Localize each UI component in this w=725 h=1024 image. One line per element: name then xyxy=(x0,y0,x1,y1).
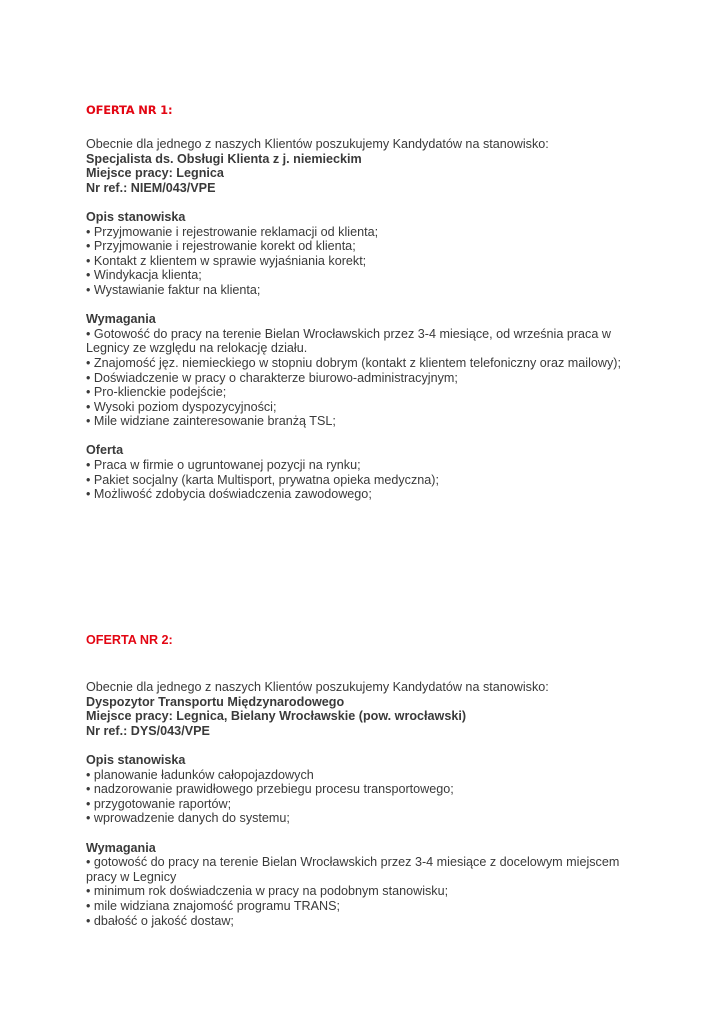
offer-1-position: Specjalista ds. Obsługi Klienta z j. niemieckim xyxy=(86,151,362,166)
offer-1-body xyxy=(86,137,646,502)
list-item: • Przyjmowanie i rejestrowanie reklamacji od klienta; xyxy=(86,224,379,239)
list-item: • nadzorowanie prawidłowego przebiegu procesu transportowego; xyxy=(86,782,454,797)
offer-1-ref: Nr ref.: NIEM/043/VPE xyxy=(86,180,216,195)
offer-1-intro: Obecnie dla jednego z naszych Klientów poszukujemy Kandydatów na stanowisko: xyxy=(86,137,549,151)
list-item: • Mile widziane zainteresowanie branżą TSL; xyxy=(86,414,336,429)
list-item: • mile widziana znajomość programu TRANS; xyxy=(86,898,341,913)
offer-2-duties-heading: Opis stanowiska xyxy=(86,752,186,767)
list-item: • przygotowanie raportów; xyxy=(86,796,232,811)
list-item: • Kontakt z klientem w sprawie wyjaśniania korekt; xyxy=(86,253,367,268)
offer-1-offer-heading: Oferta xyxy=(86,443,124,458)
list-item: • Wystawianie faktur na klienta; xyxy=(86,282,261,297)
offer-1-title: OFERTA NR 1: xyxy=(86,103,173,117)
offer-2-title: OFERTA NR 2: xyxy=(86,633,173,647)
offer-2-intro: Obecnie dla jednego z naszych Klientów poszukujemy Kandydatów na stanowisko: xyxy=(86,680,549,694)
offer-2-position: Dyspozytor Transportu Międzynarodowego xyxy=(86,694,345,709)
offer-2-body xyxy=(86,680,646,928)
list-item: • Pro-klienckie podejście; xyxy=(86,385,227,400)
list-item: • Windykacja klienta; xyxy=(86,268,202,283)
list-item: • wprowadzenie danych do systemu; xyxy=(86,811,290,826)
list-item: • dbałość o jakość dostaw; xyxy=(86,913,234,928)
list-item: • planowanie ładunków całopojazdowych xyxy=(86,767,314,782)
offer-2-requirements-heading: Wymagania xyxy=(86,840,156,855)
list-item: • Znajomość jęz. niemieckiego w stopniu dobrym (kontakt z klientem telefoniczny oraz mailowy); xyxy=(86,355,621,370)
list-item: • gotowość do pracy na terenie Bielan Wrocławskich przez 3-4 miesiące z docelowym miejscem pracy w Legnicy xyxy=(86,855,620,884)
list-item: • minimum rok doświadczenia w pracy na podobnym stanowisku; xyxy=(86,884,449,899)
offer-1-duties-heading: Opis stanowiska xyxy=(86,209,186,224)
offer-2-ref: Nr ref.: DYS/043/VPE xyxy=(86,723,210,738)
list-item: • Doświadczenie w pracy o charakterze biurowo-administracyjnym; xyxy=(86,370,458,385)
offer-2-location: Miejsce pracy: Legnica, Bielany Wrocławskie (pow. wrocławski) xyxy=(86,709,467,724)
offer-1-requirements-heading: Wymagania xyxy=(86,312,156,327)
offer-1-location: Miejsce pracy: Legnica xyxy=(86,166,224,181)
list-item: • Przyjmowanie i rejestrowanie korekt od klienta; xyxy=(86,239,356,254)
list-item: • Możliwość zdobycia doświadczenia zawodowego; xyxy=(86,487,372,502)
list-item: • Wysoki poziom dyspozycyjności; xyxy=(86,399,277,414)
list-item: • Praca w firmie o ugruntowanej pozycji na rynku; xyxy=(86,458,361,473)
list-item: • Pakiet socjalny (karta Multisport, prywatna opieka medyczna); xyxy=(86,472,439,487)
list-item: • Gotowość do pracy na terenie Bielan Wrocławskich przez 3-4 miesiące, od września praca w Legnicy ze względu na relokację działu. xyxy=(86,326,611,356)
